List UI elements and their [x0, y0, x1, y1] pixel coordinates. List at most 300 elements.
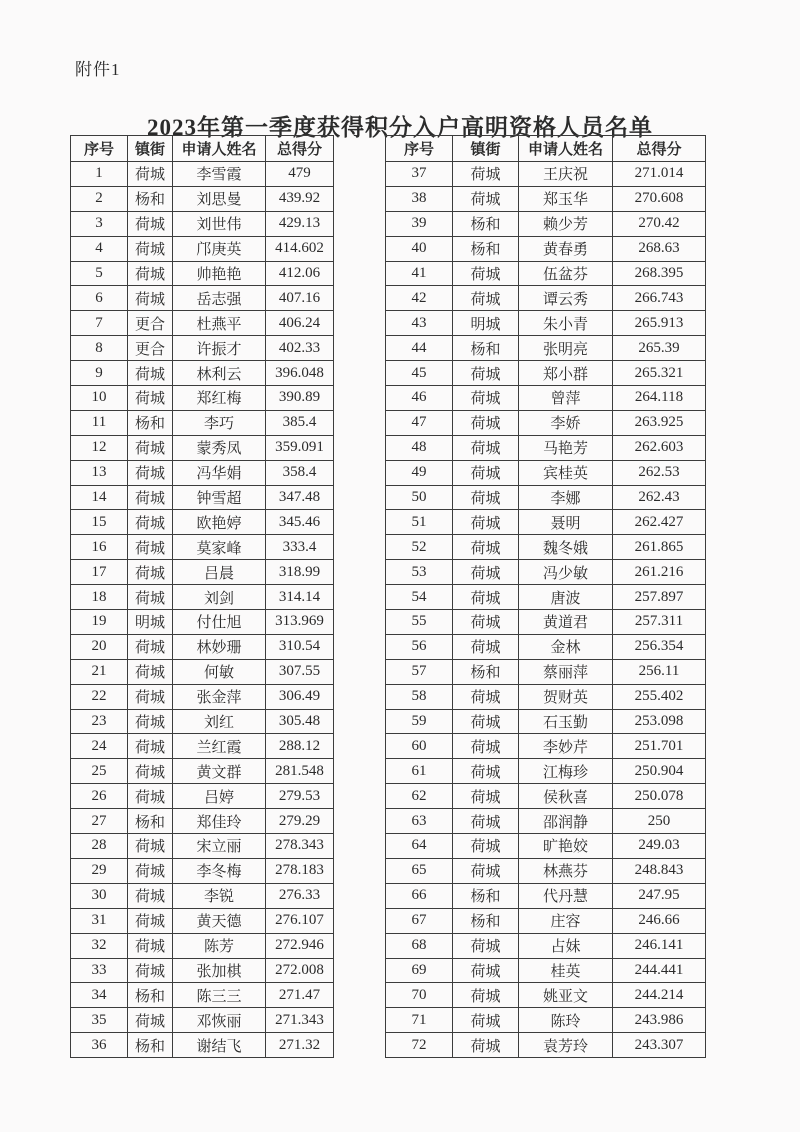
- column-header: 申请人姓名: [173, 136, 266, 162]
- table-row: [386, 958, 706, 983]
- cell-index: 16: [71, 535, 128, 560]
- cell-applicant-name: 刘思曼: [173, 186, 266, 211]
- cell-applicant-name: 金林: [519, 634, 613, 659]
- cell-index: 56: [386, 634, 453, 659]
- cell-index: 40: [386, 236, 453, 261]
- cell-total-score: 250.078: [613, 784, 706, 809]
- cell-town: 荷城: [128, 236, 173, 261]
- cell-total-score: 279.53: [266, 784, 334, 809]
- column-header: 总得分: [613, 136, 706, 162]
- cell-index: 19: [71, 610, 128, 635]
- cell-index: 7: [71, 311, 128, 336]
- cell-index: 61: [386, 759, 453, 784]
- table-row: [71, 162, 334, 187]
- cell-total-score: 359.091: [266, 435, 334, 460]
- cell-applicant-name: 宋立丽: [173, 834, 266, 859]
- cell-applicant-name: 桂英: [519, 958, 613, 983]
- table-row: [386, 261, 706, 286]
- cell-applicant-name: 林妙珊: [173, 634, 266, 659]
- cell-applicant-name: 黄道君: [519, 610, 613, 635]
- cell-applicant-name: 江梅珍: [519, 759, 613, 784]
- cell-applicant-name: 蔡丽萍: [519, 659, 613, 684]
- cell-total-score: 255.402: [613, 684, 706, 709]
- cell-total-score: 268.63: [613, 236, 706, 261]
- cell-town: 杨和: [128, 410, 173, 435]
- cell-town: 荷城: [453, 858, 519, 883]
- cell-index: 18: [71, 585, 128, 610]
- cell-total-score: 272.946: [266, 933, 334, 958]
- cell-applicant-name: 李娇: [519, 410, 613, 435]
- table-row: [386, 709, 706, 734]
- cell-applicant-name: 李雪霞: [173, 162, 266, 187]
- cell-town: 荷城: [128, 784, 173, 809]
- cell-total-score: 402.33: [266, 336, 334, 361]
- cell-applicant-name: 吕晨: [173, 560, 266, 585]
- cell-total-score: 313.969: [266, 610, 334, 635]
- cell-town: 荷城: [128, 286, 173, 311]
- cell-total-score: 479: [266, 162, 334, 187]
- table-row: [386, 286, 706, 311]
- cell-total-score: 278.343: [266, 834, 334, 859]
- cell-total-score: 345.46: [266, 510, 334, 535]
- cell-index: 66: [386, 883, 453, 908]
- cell-index: 53: [386, 560, 453, 585]
- cell-index: 42: [386, 286, 453, 311]
- cell-town: 荷城: [128, 933, 173, 958]
- cell-applicant-name: 旷艳姣: [519, 834, 613, 859]
- cell-index: 67: [386, 908, 453, 933]
- cell-applicant-name: 帅艳艳: [173, 261, 266, 286]
- table-row: [386, 809, 706, 834]
- cell-town: 明城: [128, 610, 173, 635]
- cell-applicant-name: 杜燕平: [173, 311, 266, 336]
- cell-applicant-name: 马艳芳: [519, 435, 613, 460]
- cell-applicant-name: 伍盆芬: [519, 261, 613, 286]
- cell-applicant-name: 魏冬娥: [519, 535, 613, 560]
- cell-applicant-name: 林燕芬: [519, 858, 613, 883]
- cell-total-score: 253.098: [613, 709, 706, 734]
- cell-town: 荷城: [128, 634, 173, 659]
- cell-total-score: 314.14: [266, 585, 334, 610]
- cell-town: 荷城: [453, 361, 519, 386]
- cell-index: 60: [386, 734, 453, 759]
- table-row: [71, 211, 334, 236]
- cell-index: 44: [386, 336, 453, 361]
- cell-town: 荷城: [128, 460, 173, 485]
- cell-town: 荷城: [128, 585, 173, 610]
- cell-total-score: 347.48: [266, 485, 334, 510]
- cell-town: 荷城: [453, 1033, 519, 1058]
- cell-applicant-name: 兰红霞: [173, 734, 266, 759]
- table-row: [71, 560, 334, 585]
- cell-applicant-name: 郑红梅: [173, 386, 266, 411]
- column-header: 镇街: [453, 136, 519, 162]
- cell-town: 荷城: [128, 261, 173, 286]
- cell-index: 27: [71, 809, 128, 834]
- cell-index: 41: [386, 261, 453, 286]
- table-row: [386, 560, 706, 585]
- cell-index: 72: [386, 1033, 453, 1058]
- table-row: [71, 361, 334, 386]
- cell-index: 9: [71, 361, 128, 386]
- table-row: [386, 386, 706, 411]
- cell-total-score: 257.311: [613, 610, 706, 635]
- cell-town: 荷城: [453, 560, 519, 585]
- cell-index: 35: [71, 1008, 128, 1033]
- cell-index: 15: [71, 510, 128, 535]
- table-row: [386, 659, 706, 684]
- header-row: [71, 136, 334, 162]
- table-row: [71, 684, 334, 709]
- cell-index: 36: [71, 1033, 128, 1058]
- cell-total-score: 250.904: [613, 759, 706, 784]
- cell-index: 24: [71, 734, 128, 759]
- cell-index: 39: [386, 211, 453, 236]
- cell-total-score: 333.4: [266, 535, 334, 560]
- cell-applicant-name: 宾桂英: [519, 460, 613, 485]
- cell-applicant-name: 代丹慧: [519, 883, 613, 908]
- cell-applicant-name: 侯秋喜: [519, 784, 613, 809]
- table-row: [71, 734, 334, 759]
- cell-total-score: 271.47: [266, 983, 334, 1008]
- cell-applicant-name: 黄文群: [173, 759, 266, 784]
- cell-applicant-name: 曾萍: [519, 386, 613, 411]
- cell-total-score: 249.03: [613, 834, 706, 859]
- cell-town: 荷城: [128, 734, 173, 759]
- cell-index: 29: [71, 858, 128, 883]
- cell-town: 荷城: [128, 211, 173, 236]
- cell-applicant-name: 占妹: [519, 933, 613, 958]
- cell-total-score: 270.608: [613, 186, 706, 211]
- cell-index: 8: [71, 336, 128, 361]
- cell-index: 62: [386, 784, 453, 809]
- table-row: [386, 236, 706, 261]
- cell-town: 荷城: [128, 908, 173, 933]
- cell-town: 荷城: [453, 435, 519, 460]
- cell-town: 荷城: [453, 186, 519, 211]
- cell-index: 30: [71, 883, 128, 908]
- cell-town: 杨和: [453, 883, 519, 908]
- cell-town: 荷城: [453, 535, 519, 560]
- cell-total-score: 263.925: [613, 410, 706, 435]
- cell-town: 荷城: [453, 386, 519, 411]
- cell-total-score: 270.42: [613, 211, 706, 236]
- cell-index: 45: [386, 361, 453, 386]
- attachment-label: 附件1: [75, 60, 121, 79]
- cell-index: 71: [386, 1008, 453, 1033]
- cell-index: 32: [71, 933, 128, 958]
- cell-applicant-name: 郑佳玲: [173, 809, 266, 834]
- table-row: [71, 858, 334, 883]
- cell-town: 荷城: [453, 933, 519, 958]
- cell-total-score: 247.95: [613, 883, 706, 908]
- cell-applicant-name: 黄天德: [173, 908, 266, 933]
- table-row: [386, 634, 706, 659]
- cell-index: 58: [386, 684, 453, 709]
- cell-applicant-name: 贺财英: [519, 684, 613, 709]
- cell-total-score: 251.701: [613, 734, 706, 759]
- cell-index: 11: [71, 410, 128, 435]
- cell-town: 荷城: [453, 1008, 519, 1033]
- cell-applicant-name: 林利云: [173, 361, 266, 386]
- cell-applicant-name: 唐波: [519, 585, 613, 610]
- cell-index: 5: [71, 261, 128, 286]
- cell-applicant-name: 许振才: [173, 336, 266, 361]
- cell-town: 杨和: [453, 236, 519, 261]
- cell-index: 57: [386, 659, 453, 684]
- cell-town: 荷城: [453, 261, 519, 286]
- score-table-left: [70, 135, 334, 1058]
- table-row: [71, 1008, 334, 1033]
- cell-applicant-name: 邝庚英: [173, 236, 266, 261]
- table-row: [71, 634, 334, 659]
- cell-index: 54: [386, 585, 453, 610]
- cell-town: 明城: [453, 311, 519, 336]
- cell-town: 荷城: [453, 809, 519, 834]
- cell-total-score: 265.39: [613, 336, 706, 361]
- cell-total-score: 358.4: [266, 460, 334, 485]
- cell-applicant-name: 李冬梅: [173, 858, 266, 883]
- table-row: [386, 858, 706, 883]
- table-row: [71, 485, 334, 510]
- cell-town: 荷城: [128, 1008, 173, 1033]
- table-row: [71, 610, 334, 635]
- cell-town: 荷城: [453, 610, 519, 635]
- cell-total-score: 385.4: [266, 410, 334, 435]
- cell-total-score: 262.53: [613, 460, 706, 485]
- cell-applicant-name: 赖少芳: [519, 211, 613, 236]
- cell-applicant-name: 冯少敏: [519, 560, 613, 585]
- table-row: [71, 510, 334, 535]
- cell-applicant-name: 岳志强: [173, 286, 266, 311]
- cell-index: 64: [386, 834, 453, 859]
- cell-applicant-name: 蒙秀凤: [173, 435, 266, 460]
- table-row: [386, 1033, 706, 1058]
- table-row: [71, 236, 334, 261]
- cell-index: 43: [386, 311, 453, 336]
- table-row: [71, 809, 334, 834]
- cell-index: 37: [386, 162, 453, 187]
- table-row: [71, 983, 334, 1008]
- table-row: [386, 684, 706, 709]
- table-row: [386, 1008, 706, 1033]
- cell-total-score: 429.13: [266, 211, 334, 236]
- cell-applicant-name: 李娜: [519, 485, 613, 510]
- cell-town: 杨和: [453, 336, 519, 361]
- cell-total-score: 261.216: [613, 560, 706, 585]
- cell-applicant-name: 李妙芹: [519, 734, 613, 759]
- cell-index: 46: [386, 386, 453, 411]
- cell-applicant-name: 聂明: [519, 510, 613, 535]
- cell-town: 荷城: [453, 485, 519, 510]
- cell-index: 63: [386, 809, 453, 834]
- cell-applicant-name: 庄容: [519, 908, 613, 933]
- cell-index: 6: [71, 286, 128, 311]
- table-row: [386, 834, 706, 859]
- cell-index: 51: [386, 510, 453, 535]
- cell-total-score: 256.11: [613, 659, 706, 684]
- cell-applicant-name: 刘世伟: [173, 211, 266, 236]
- cell-applicant-name: 付仕旭: [173, 610, 266, 635]
- table-row: [386, 759, 706, 784]
- cell-town: 荷城: [453, 958, 519, 983]
- table-row: [71, 784, 334, 809]
- cell-applicant-name: 朱小青: [519, 311, 613, 336]
- table-row: [386, 435, 706, 460]
- cell-total-score: 288.12: [266, 734, 334, 759]
- cell-town: 更合: [128, 336, 173, 361]
- cell-town: 荷城: [453, 983, 519, 1008]
- table-row: [386, 883, 706, 908]
- cell-town: 荷城: [128, 684, 173, 709]
- cell-index: 26: [71, 784, 128, 809]
- cell-total-score: 278.183: [266, 858, 334, 883]
- table-row: [71, 883, 334, 908]
- cell-index: 69: [386, 958, 453, 983]
- table-row: [386, 784, 706, 809]
- cell-town: 荷城: [128, 709, 173, 734]
- cell-total-score: 243.307: [613, 1033, 706, 1058]
- cell-town: 荷城: [453, 684, 519, 709]
- cell-index: 3: [71, 211, 128, 236]
- cell-index: 14: [71, 485, 128, 510]
- cell-applicant-name: 郑玉华: [519, 186, 613, 211]
- cell-applicant-name: 李巧: [173, 410, 266, 435]
- cell-applicant-name: 石玉勤: [519, 709, 613, 734]
- cell-town: 荷城: [128, 834, 173, 859]
- cell-total-score: 264.118: [613, 386, 706, 411]
- table-row: [386, 510, 706, 535]
- cell-total-score: 246.141: [613, 933, 706, 958]
- table-row: [71, 336, 334, 361]
- column-header: 申请人姓名: [519, 136, 613, 162]
- table-row: [71, 958, 334, 983]
- cell-index: 28: [71, 834, 128, 859]
- cell-applicant-name: 冯华娟: [173, 460, 266, 485]
- cell-total-score: 265.321: [613, 361, 706, 386]
- cell-applicant-name: 刘剑: [173, 585, 266, 610]
- table-row: [71, 261, 334, 286]
- table-row: [386, 336, 706, 361]
- cell-town: 荷城: [128, 435, 173, 460]
- cell-total-score: 307.55: [266, 659, 334, 684]
- cell-town: 杨和: [453, 659, 519, 684]
- cell-town: 荷城: [453, 709, 519, 734]
- cell-applicant-name: 郑小群: [519, 361, 613, 386]
- cell-total-score: 243.986: [613, 1008, 706, 1033]
- cell-total-score: 250: [613, 809, 706, 834]
- cell-index: 12: [71, 435, 128, 460]
- cell-total-score: 390.89: [266, 386, 334, 411]
- cell-total-score: 439.92: [266, 186, 334, 211]
- table-row: [386, 908, 706, 933]
- cell-applicant-name: 姚亚文: [519, 983, 613, 1008]
- table-row: [71, 933, 334, 958]
- column-header: 总得分: [266, 136, 334, 162]
- table-row: [71, 386, 334, 411]
- cell-total-score: 262.427: [613, 510, 706, 535]
- cell-town: 荷城: [128, 386, 173, 411]
- cell-town: 杨和: [128, 186, 173, 211]
- cell-index: 70: [386, 983, 453, 1008]
- cell-applicant-name: 袁芳玲: [519, 1033, 613, 1058]
- table-row: [386, 610, 706, 635]
- cell-town: 荷城: [128, 883, 173, 908]
- cell-index: 25: [71, 759, 128, 784]
- table-row: [71, 410, 334, 435]
- cell-applicant-name: 黄春勇: [519, 236, 613, 261]
- cell-town: 荷城: [128, 858, 173, 883]
- cell-total-score: 265.913: [613, 311, 706, 336]
- cell-total-score: 246.66: [613, 908, 706, 933]
- cell-total-score: 262.43: [613, 485, 706, 510]
- cell-index: 38: [386, 186, 453, 211]
- cell-index: 48: [386, 435, 453, 460]
- cell-total-score: 412.06: [266, 261, 334, 286]
- cell-index: 65: [386, 858, 453, 883]
- cell-total-score: 281.548: [266, 759, 334, 784]
- cell-index: 52: [386, 535, 453, 560]
- cell-applicant-name: 谭云秀: [519, 286, 613, 311]
- table-row: [386, 162, 706, 187]
- cell-town: 荷城: [453, 834, 519, 859]
- cell-total-score: 414.602: [266, 236, 334, 261]
- cell-index: 47: [386, 410, 453, 435]
- cell-town: 杨和: [128, 809, 173, 834]
- cell-town: 荷城: [453, 585, 519, 610]
- table-row: [71, 311, 334, 336]
- cell-total-score: 271.014: [613, 162, 706, 187]
- cell-total-score: 306.49: [266, 684, 334, 709]
- cell-applicant-name: 邓恢丽: [173, 1008, 266, 1033]
- column-header: 序号: [386, 136, 453, 162]
- table-row: [386, 410, 706, 435]
- cell-applicant-name: 钟雪超: [173, 485, 266, 510]
- cell-town: 荷城: [128, 659, 173, 684]
- cell-index: 34: [71, 983, 128, 1008]
- cell-index: 1: [71, 162, 128, 187]
- cell-town: 杨和: [128, 983, 173, 1008]
- cell-index: 20: [71, 634, 128, 659]
- cell-applicant-name: 李锐: [173, 883, 266, 908]
- cell-applicant-name: 张加棋: [173, 958, 266, 983]
- table-row: [386, 983, 706, 1008]
- cell-total-score: 261.865: [613, 535, 706, 560]
- cell-total-score: 257.897: [613, 585, 706, 610]
- cell-index: 68: [386, 933, 453, 958]
- cell-total-score: 268.395: [613, 261, 706, 286]
- cell-town: 荷城: [453, 510, 519, 535]
- cell-index: 49: [386, 460, 453, 485]
- cell-index: 59: [386, 709, 453, 734]
- table-row: [386, 186, 706, 211]
- cell-applicant-name: 莫家峰: [173, 535, 266, 560]
- cell-index: 17: [71, 560, 128, 585]
- cell-town: 荷城: [128, 510, 173, 535]
- cell-applicant-name: 张金萍: [173, 684, 266, 709]
- cell-town: 荷城: [453, 460, 519, 485]
- cell-index: 13: [71, 460, 128, 485]
- table-row: [386, 734, 706, 759]
- cell-town: 荷城: [128, 958, 173, 983]
- cell-index: 55: [386, 610, 453, 635]
- table-row: [386, 535, 706, 560]
- cell-total-score: 279.29: [266, 809, 334, 834]
- cell-town: 荷城: [453, 286, 519, 311]
- cell-town: 荷城: [128, 485, 173, 510]
- cell-applicant-name: 陈三三: [173, 983, 266, 1008]
- table-row: [71, 759, 334, 784]
